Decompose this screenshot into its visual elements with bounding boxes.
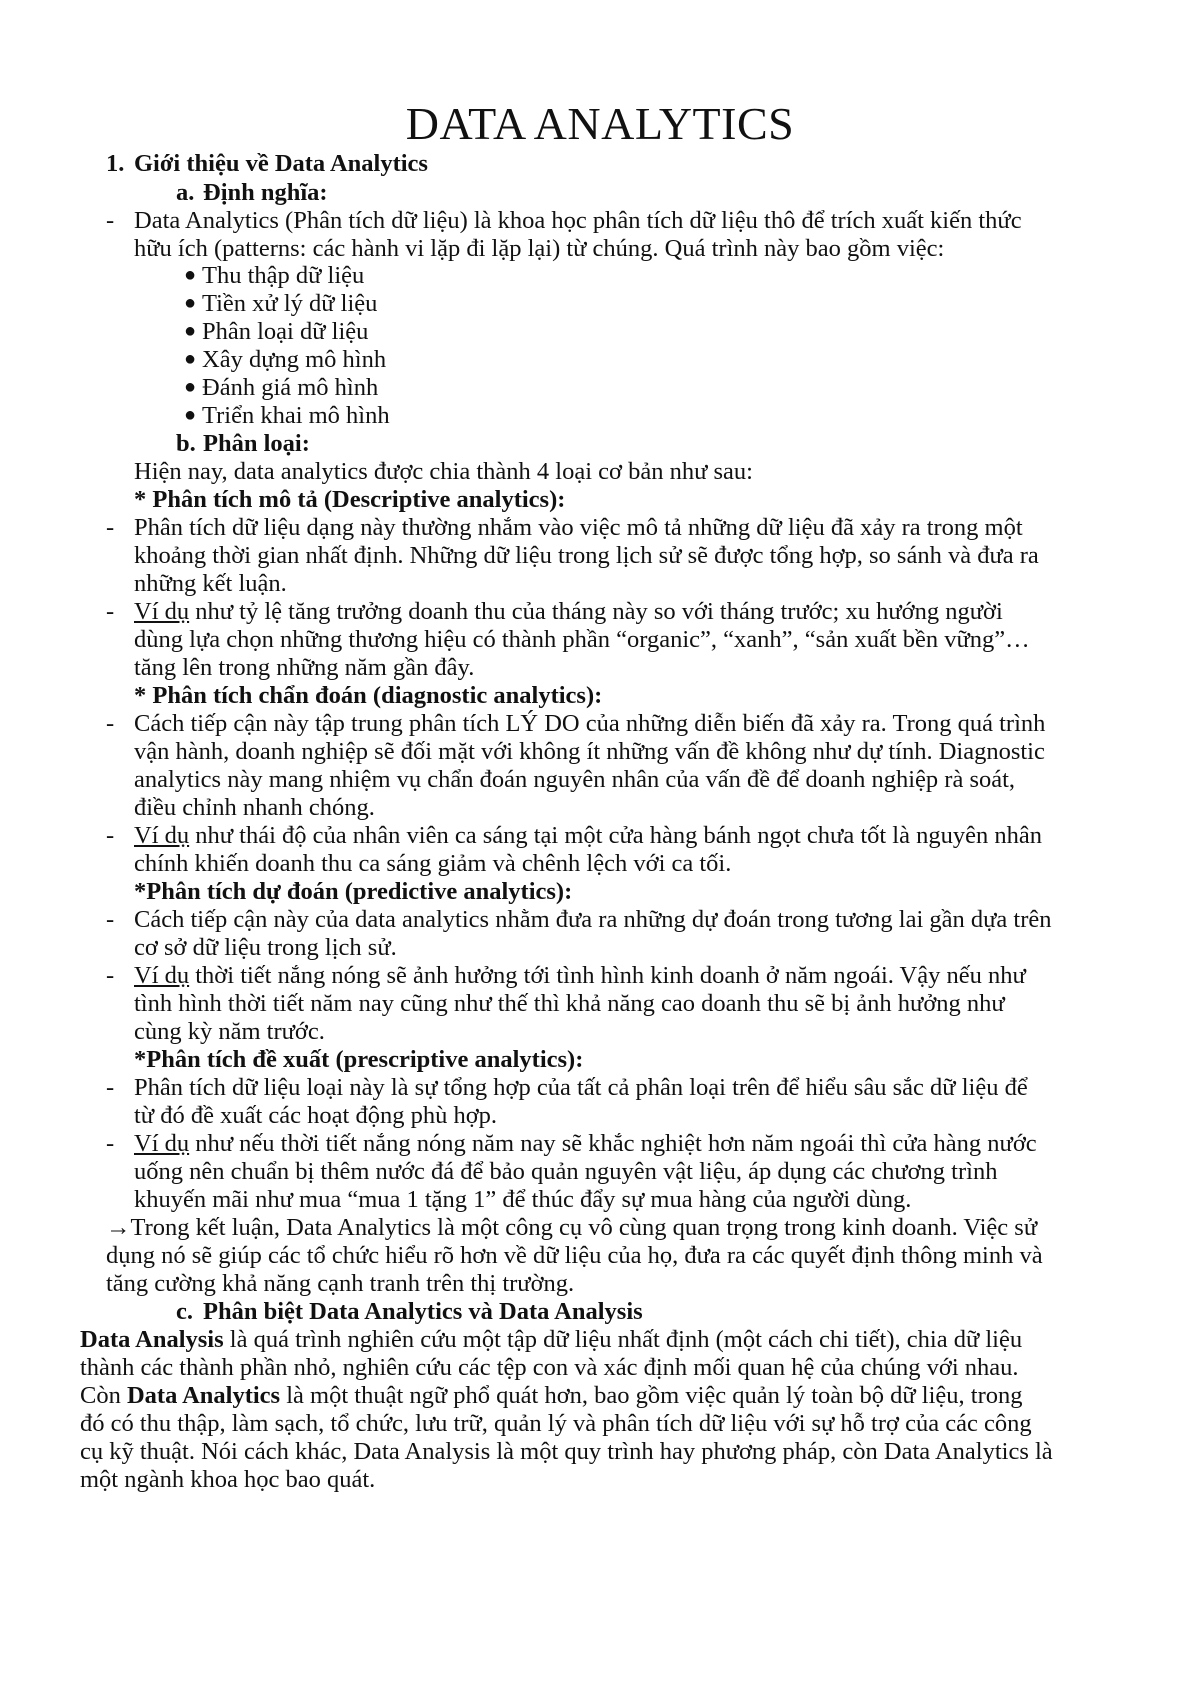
comparison-text: Còn: [80, 1382, 127, 1409]
right-arrow-icon: →: [106, 1214, 131, 1241]
diagnostic-text: Cách tiếp cận này tập trung phân tích LÝ DO của những diễn biến đã xảy ra. Trong quá trình: [134, 710, 1046, 737]
diagnostic-heading: * Phân tích chẩn đoán (diagnostic analytics):: [134, 682, 603, 709]
bullet-dot-icon: ●: [184, 376, 197, 398]
process-step: Tiền xử lý dữ liệu: [202, 290, 378, 317]
descriptive-text: khoảng thời gian nhất định. Những dữ liệu trong lịch sử sẽ được tổng hợp, so sánh và đưa ra: [134, 542, 1039, 569]
prescriptive-heading: *Phân tích đề xuất (prescriptive analytics):: [134, 1046, 584, 1073]
descriptive-text: những kết luận.: [134, 570, 287, 597]
diagnostic-example: [134, 822, 1042, 850]
bullet-dot-icon: ●: [184, 348, 197, 370]
subsection-c-heading: Phân biệt Data Analytics và Data Analysis: [203, 1298, 643, 1325]
comparison-line: cụ kỹ thuật. Nói cách khác, Data Analysis là một quy trình hay phương pháp, còn Data Analytics là: [80, 1438, 1053, 1465]
descriptive-example: [134, 598, 1003, 626]
example-text: như tỷ lệ tăng trưởng doanh thu của tháng này so với tháng trước; xu hướng người: [189, 598, 1003, 625]
prescriptive-example: [134, 1130, 1037, 1158]
comparison-line: đó có thu thập, làm sạch, tổ chức, lưu trữ, quản lý và phân tích dữ liệu với sự hỗ trợ của các công: [80, 1410, 1032, 1437]
subsection-a-label: a.: [176, 179, 195, 206]
dash-marker: -: [106, 207, 115, 234]
page-title: DATA ANALYTICS: [405, 98, 795, 149]
descriptive-text: Phân tích dữ liệu dạng này thường nhắm vào việc mô tả những dữ liệu đã xảy ra trong một: [134, 514, 1023, 541]
example-label: Ví dụ: [134, 822, 190, 849]
example-label: Ví dụ: [134, 598, 190, 625]
predictive-example: [134, 962, 1026, 990]
descriptive-example-cont: tăng lên trong những năm gần đây.: [134, 654, 475, 681]
prescriptive-example-cont: uống nên chuẩn bị thêm nước đá để bảo quản nguyên vật liệu, áp dụng các chương trình: [134, 1158, 998, 1185]
dash-marker: -: [106, 598, 115, 625]
dash-marker: -: [106, 1074, 115, 1101]
prescriptive-example-cont: khuyến mãi như mua “mua 1 tặng 1” để thúc đẩy sự mua hàng của người dùng.: [134, 1186, 912, 1213]
predictive-example-cont: tình hình thời tiết năm nay cũng như thế thì khả năng cao doanh thu sẽ bị ảnh hưởng như: [134, 990, 1005, 1017]
definition-line: hữu ích (patterns: các hành vi lặp đi lặp lại) từ chúng. Quá trình này bao gồm việc:: [134, 235, 945, 262]
comparison-text: là một thuật ngữ phổ quát hơn, bao gồm việc quản lý toàn bộ dữ liệu, trong: [280, 1382, 1023, 1409]
subsection-c-label: c.: [176, 1298, 193, 1325]
term-data-analysis: Data Analysis: [80, 1326, 224, 1353]
comparison-line: [80, 1382, 1023, 1410]
diagnostic-text: điều chỉnh nhanh chóng.: [134, 794, 375, 821]
dash-marker: -: [106, 1130, 115, 1157]
dash-marker: -: [106, 822, 115, 849]
bullet-dot-icon: ●: [184, 264, 197, 286]
diagnostic-text: analytics này mang nhiệm vụ chẩn đoán nguyên nhân của vấn đề để doanh nghiệp rà soát,: [134, 766, 1016, 793]
definition-line: Data Analytics (Phân tích dữ liệu) là khoa học phân tích dữ liệu thô để trích xuất kiến thức: [134, 207, 1022, 234]
prescriptive-text: Phân tích dữ liệu loại này là sự tổng hợp của tất cả phân loại trên để hiểu sâu sắc dữ liệu để: [134, 1074, 1028, 1101]
example-label: Ví dụ: [134, 1130, 190, 1157]
classification-intro: Hiện nay, data analytics được chia thành 4 loại cơ bản như sau:: [134, 458, 753, 485]
comparison-text: là quá trình nghiên cứu một tập dữ liệu nhất định (một cách chi tiết), chia dữ liệu: [223, 1326, 1023, 1353]
process-step: Xây dựng mô hình: [202, 346, 387, 373]
example-text: như nếu thời tiết nắng nóng năm nay sẽ khắc nghiệt hơn năm ngoái thì cửa hàng nước: [189, 1130, 1037, 1157]
subsection-b-heading: Phân loại:: [203, 430, 310, 457]
predictive-heading: *Phân tích dự đoán (predictive analytics):: [134, 878, 573, 905]
section-1-heading: Giới thiệu về Data Analytics: [134, 150, 428, 177]
process-step: Thu thập dữ liệu: [202, 262, 365, 289]
predictive-text: cơ sở dữ liệu trong lịch sử.: [134, 934, 397, 961]
diagnostic-example-cont: chính khiến doanh thu ca sáng giảm và chênh lệch với ca tối.: [134, 850, 732, 877]
example-label: Ví dụ: [134, 962, 190, 989]
process-step: Triển khai mô hình: [202, 402, 390, 429]
process-step: Đánh giá mô hình: [202, 374, 379, 401]
conclusion-line: [106, 1214, 1037, 1242]
section-1-number: 1.: [106, 150, 125, 177]
comparison-line: thành các thành phần nhỏ, nghiên cứu các tệp con và xác định mối quan hệ của chúng với nhau.: [80, 1354, 1019, 1381]
comparison-line: [80, 1326, 1022, 1354]
comparison-line: một ngành khoa học bao quát.: [80, 1466, 376, 1493]
descriptive-example-cont: dùng lựa chọn những thương hiệu có thành phần “organic”, “xanh”, “sản xuất bền vững”…: [134, 626, 1030, 653]
bullet-dot-icon: ●: [184, 320, 197, 342]
conclusion-text: Trong kết luận, Data Analytics là một công cụ vô cùng quan trọng trong kinh doanh. Việc sử: [130, 1214, 1038, 1241]
predictive-text: Cách tiếp cận này của data analytics nhằm đưa ra những dự đoán trong tương lai gần dựa trên: [134, 906, 1052, 933]
bullet-dot-icon: ●: [184, 404, 197, 426]
conclusion-line: dụng nó sẽ giúp các tổ chức hiểu rõ hơn về dữ liệu của họ, đưa ra các quyết định thông minh và: [106, 1242, 1043, 1269]
term-data-analytics: Data Analytics: [126, 1382, 281, 1409]
conclusion-line: tăng cường khả năng cạnh tranh trên thị trường.: [106, 1270, 575, 1297]
dash-marker: -: [106, 962, 115, 989]
prescriptive-text: từ đó đề xuất các hoạt động phù hợp.: [134, 1102, 498, 1129]
subsection-b-label: b.: [176, 430, 196, 457]
example-text: như thái độ của nhân viên ca sáng tại một cửa hàng bánh ngọt chưa tốt là nguyên nhân: [189, 822, 1042, 849]
example-text: thời tiết nắng nóng sẽ ảnh hưởng tới tình hình kinh doanh ở năm ngoái. Vậy nếu như: [189, 962, 1026, 989]
bullet-dot-icon: ●: [184, 292, 197, 314]
dash-marker: -: [106, 514, 115, 541]
process-step: Phân loại dữ liệu: [202, 318, 369, 345]
dash-marker: -: [106, 710, 115, 737]
descriptive-heading: * Phân tích mô tả (Descriptive analytics):: [134, 486, 566, 513]
predictive-example-cont: cùng kỳ năm trước.: [134, 1018, 325, 1045]
diagnostic-text: vận hành, doanh nghiệp sẽ đối mặt với không ít những vấn đề không như dự tính. Diagnostic: [134, 738, 1045, 765]
dash-marker: -: [106, 906, 115, 933]
subsection-a-heading: Định nghĩa:: [203, 179, 328, 206]
